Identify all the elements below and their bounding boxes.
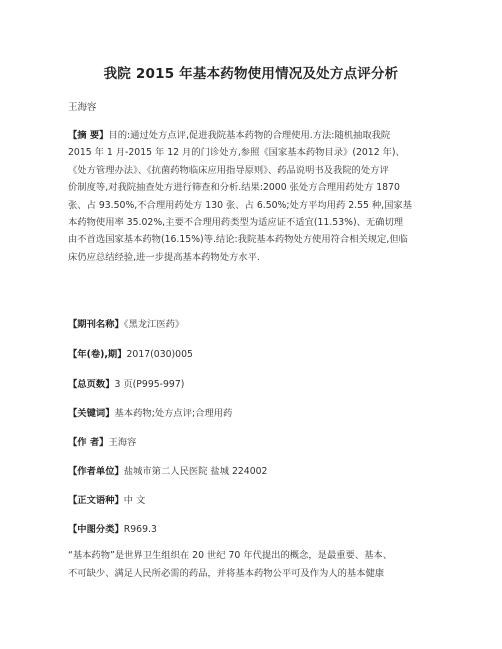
field-value: 《黑龙江医药》 — [123, 319, 185, 330]
abstract-line: 由不首选国家基本药物(16.15%)等.结论:我院基本药物处方使用符合相关规定,但临 — [68, 234, 408, 246]
field-label: 【正文语种】 — [68, 495, 124, 506]
field-value: 王海容 — [108, 437, 137, 448]
field-label: 【关键词】 — [68, 408, 115, 419]
field-label: 【年(卷),期】 — [68, 349, 127, 360]
field-label: 【期刊名称】 — [68, 319, 124, 330]
field-label: 【总页数】 — [68, 379, 115, 390]
page-count-field — [68, 376, 184, 390]
journal-name-field — [68, 316, 184, 330]
body-line: “基本药物”是世界卫生组织在 20 世纪 70 年代提出的概念，是最重要、基本、 — [68, 550, 393, 561]
abstract-block — [68, 127, 440, 266]
field-label: 【中图分类】 — [68, 524, 124, 535]
field-label: 【作 者】 — [68, 437, 109, 448]
classification-field — [68, 521, 157, 535]
field-value: 盐城市第二人民医院 盐城 224002 — [123, 466, 268, 477]
field-value: R969.3 — [123, 524, 157, 535]
abstract-text: 目的:通过处方点评,促进我院基本药物的合理使用.方法:随机抽取我院 — [108, 130, 391, 141]
keywords-field — [68, 405, 232, 419]
document-title: 我院 2015 年基本药物使用情况及处方点评分析 — [103, 66, 399, 82]
author-field — [68, 434, 136, 448]
abstract-line: 《处方管理办法》、《抗菌药物临床应用指导原则》、药品说明书及我院的处方评 — [68, 164, 389, 176]
field-value: 2017(030)005 — [126, 349, 193, 360]
field-value: 中 文 — [123, 495, 146, 506]
field-value: 3 页(P995-997) — [114, 379, 185, 390]
field-value: 基本药物;处方点评;合理用药 — [114, 408, 233, 419]
body-paragraph — [68, 547, 440, 582]
abstract-line: 2015 年 1 月-2015 年 12 月的门诊处方,参照《国家基本药物目录》(2012 年)、 — [68, 147, 405, 159]
affiliation-field — [68, 463, 267, 477]
abstract-line: 张、占 93.50%,不合理用药处方 130 张、占 6.50%;处方平均用药 2.55 种,国家基 — [68, 199, 413, 211]
abstract-line — [68, 127, 440, 144]
language-field — [68, 492, 145, 506]
abstract-line: 价制度等,对我院抽查处方进行筛查和分析.结果:2000 张处方合理用药处方 1870 — [68, 182, 400, 194]
abstract-line: 本药物使用率 35.02%,主要不合理用药类型为适应证不适宜(11.53%)、无确切理 — [68, 217, 404, 229]
author-name: 王海容 — [68, 102, 97, 113]
abstract-label: 【摘 要】 — [68, 130, 109, 141]
field-label: 【作者单位】 — [68, 466, 124, 477]
volume-issue-field — [68, 346, 193, 360]
abstract-line: 床仍应总结经验,进一步提高基本药物处方水平. — [68, 251, 260, 263]
body-line: 不可缺少、满足人民所必需的药品，并将基本药物公平可及作为人的基本健康 — [68, 567, 385, 579]
